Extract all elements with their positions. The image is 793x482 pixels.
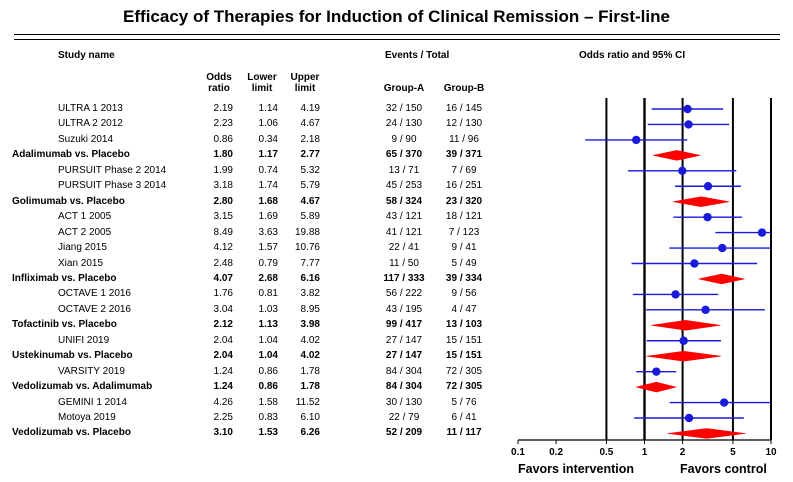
study-name: Infliximab vs. Placebo xyxy=(12,272,117,284)
x-tick-label: 5 xyxy=(730,447,736,458)
lower-limit-value: 1.74 xyxy=(258,180,278,192)
odds-ratio-marker xyxy=(684,120,692,128)
lower-limit-value: 0.79 xyxy=(258,257,278,269)
pooled-estimate-diamond xyxy=(651,320,720,330)
group-a-value: 45 / 253 xyxy=(385,180,423,192)
header-odds-ratio-ci: Odds ratio and 95% CI xyxy=(579,50,686,61)
upper-limit-value: 3.98 xyxy=(300,319,320,331)
study-name: Tofactinib vs. Placebo xyxy=(12,319,117,331)
forest-marks xyxy=(585,105,771,439)
lower-limit-value: 1.03 xyxy=(258,303,278,315)
lower-limit-value: 0.86 xyxy=(258,381,278,393)
group-b-value: 18 / 121 xyxy=(445,211,483,223)
study-name: Adalimumab vs. Placebo xyxy=(12,149,130,161)
upper-limit-value: 2.18 xyxy=(300,133,320,145)
upper-limit-value: 4.67 xyxy=(300,118,320,130)
header-study-name: Study name xyxy=(58,50,115,61)
upper-limit-value: 10.76 xyxy=(294,242,320,254)
odds-ratio-marker xyxy=(758,228,766,236)
lower-limit-value: 1.69 xyxy=(258,211,278,223)
odds-ratio-marker xyxy=(652,367,660,375)
lower-limit-value: 1.68 xyxy=(258,195,278,207)
group-a-value: 84 / 304 xyxy=(385,381,423,393)
odds-ratio-marker xyxy=(632,136,640,144)
study-name: UNIFI 2019 xyxy=(58,334,110,346)
study-name: ULTRA 1 2013 xyxy=(58,103,123,114)
group-a-value: 43 / 121 xyxy=(385,211,423,223)
header-group-b: Group-B xyxy=(443,83,485,94)
x-tick-label: 0.5 xyxy=(599,447,614,458)
pooled-estimate-diamond xyxy=(636,382,676,392)
odds-ratio-value: 2.25 xyxy=(213,412,233,423)
odds-ratio-value: 1.24 xyxy=(213,381,233,393)
group-b-value: 9 / 56 xyxy=(451,288,477,300)
lower-limit-value: 0.74 xyxy=(258,164,278,176)
header-events-total: Events / Total xyxy=(385,50,450,61)
odds-ratio-value: 1.80 xyxy=(213,149,233,161)
group-a-value: 56 / 222 xyxy=(385,288,423,300)
odds-ratio-value: 1.76 xyxy=(213,288,233,300)
odds-ratio-value: 1.24 xyxy=(213,365,233,377)
odds-ratio-value: 2.19 xyxy=(213,103,233,114)
odds-ratio-marker xyxy=(701,306,709,314)
upper-limit-value: 11.52 xyxy=(295,396,320,408)
group-a-value: 65 / 370 xyxy=(385,149,423,161)
upper-limit-value: 5.32 xyxy=(300,164,320,176)
upper-limit-value: 1.78 xyxy=(300,381,320,393)
study-name: Suzuki 2014 xyxy=(58,133,114,145)
header-lower-limit-line1: Lower xyxy=(247,72,277,83)
study-name: Vedolizumab vs. Adalimumab xyxy=(12,381,153,393)
group-b-value: 16 / 251 xyxy=(445,180,483,192)
group-a-value: 32 / 150 xyxy=(385,103,423,114)
header-group-a: Group-A xyxy=(383,83,425,94)
study-name: Golimumab vs. Placebo xyxy=(12,195,125,207)
pooled-estimate-diamond xyxy=(647,351,721,361)
odds-ratio-marker xyxy=(683,105,691,113)
odds-ratio-marker xyxy=(690,259,698,267)
group-b-value: 72 / 305 xyxy=(445,365,483,377)
study-name: Xian 2015 xyxy=(58,257,104,269)
study-name: OCTAVE 1 2016 xyxy=(58,288,131,300)
header-odds-ratio-line2: ratio xyxy=(208,83,230,94)
study-name: VARSITY 2019 xyxy=(58,365,125,377)
lower-limit-value: 1.04 xyxy=(258,350,278,362)
odds-ratio-marker xyxy=(679,337,687,345)
chart-title: Efficacy of Therapies for Induction of Clinical Remission – First-line xyxy=(123,7,670,26)
study-name: ACT 1 2005 xyxy=(58,211,112,223)
lower-limit-value: 2.68 xyxy=(258,272,278,284)
odds-ratio-value: 3.10 xyxy=(213,427,233,439)
group-b-value: 6 / 41 xyxy=(451,412,477,423)
group-a-value: 27 / 147 xyxy=(385,350,423,362)
lower-limit-value: 1.57 xyxy=(258,242,278,254)
lower-limit-value: 1.53 xyxy=(258,427,278,439)
lower-limit-value: 3.63 xyxy=(258,226,278,238)
group-b-value: 15 / 151 xyxy=(445,334,483,346)
lower-limit-value: 1.13 xyxy=(258,319,278,331)
group-a-value: 43 / 195 xyxy=(385,303,423,315)
odds-ratio-value: 4.26 xyxy=(213,396,233,408)
header-lower-limit-line2: limit xyxy=(251,83,273,94)
lower-limit-value: 1.06 xyxy=(258,118,278,130)
group-b-value: 12 / 130 xyxy=(445,118,483,130)
pooled-estimate-diamond xyxy=(653,150,700,160)
odds-ratio-marker xyxy=(720,398,728,406)
upper-limit-value: 6.26 xyxy=(300,427,320,439)
odds-ratio-value: 2.04 xyxy=(213,334,233,346)
group-a-value: 41 / 121 xyxy=(385,226,423,238)
study-name: GEMINI 1 2014 xyxy=(58,396,127,408)
odds-ratio-marker xyxy=(704,182,712,190)
lower-limit-value: 0.86 xyxy=(258,365,278,377)
x-tick-label: 10 xyxy=(765,447,777,458)
study-name: Motoya 2019 xyxy=(58,412,116,423)
group-b-value: 7 / 123 xyxy=(448,226,480,238)
upper-limit-value: 7.77 xyxy=(300,257,320,269)
header-upper-limit-line2: limit xyxy=(294,83,316,94)
odds-ratio-value: 2.48 xyxy=(213,257,233,269)
x-tick-label: 0.1 xyxy=(511,447,525,458)
study-name: Jiang 2015 xyxy=(58,242,107,254)
header-odds-ratio-line1: Odds xyxy=(206,72,232,83)
odds-ratio-value: 4.07 xyxy=(213,272,233,284)
group-a-value: 99 / 417 xyxy=(385,319,423,331)
group-a-value: 22 / 41 xyxy=(388,242,420,254)
upper-limit-value: 1.78 xyxy=(300,365,320,377)
upper-limit-value: 5.89 xyxy=(300,211,320,223)
upper-limit-value: 4.19 xyxy=(300,103,320,114)
upper-limit-value: 5.79 xyxy=(300,180,320,192)
odds-ratio-value: 2.23 xyxy=(213,118,233,130)
group-b-value: 39 / 334 xyxy=(445,272,483,284)
lower-limit-value: 0.81 xyxy=(258,288,278,300)
group-b-value: 15 / 151 xyxy=(445,350,483,362)
odds-ratio-marker xyxy=(718,244,726,252)
odds-ratio-value: 3.15 xyxy=(213,211,233,223)
odds-ratio-value: 8.49 xyxy=(213,226,233,238)
study-name: PURSUIT Phase 2 2014 xyxy=(58,164,167,176)
group-a-value: 13 / 71 xyxy=(388,164,420,176)
odds-ratio-value: 0.86 xyxy=(213,133,233,145)
group-b-value: 16 / 145 xyxy=(445,103,483,114)
group-a-value: 24 / 130 xyxy=(385,118,423,130)
lower-limit-value: 1.17 xyxy=(258,149,278,161)
upper-limit-value: 4.67 xyxy=(300,195,320,207)
group-b-value: 72 / 305 xyxy=(445,381,483,393)
lower-limit-value: 0.34 xyxy=(258,133,278,145)
upper-limit-value: 6.16 xyxy=(300,272,320,284)
lower-limit-value: 1.14 xyxy=(258,103,278,114)
group-b-value: 39 / 371 xyxy=(445,149,483,161)
group-a-value: 52 / 209 xyxy=(385,427,423,439)
x-tick-label: 1 xyxy=(641,447,648,458)
header-upper-limit-line1: Upper xyxy=(290,72,320,83)
pooled-estimate-diamond xyxy=(699,274,745,284)
upper-limit-value: 19.88 xyxy=(294,226,320,238)
study-name: ACT 2 2005 xyxy=(58,226,112,238)
group-a-value: 22 / 79 xyxy=(388,412,420,423)
odds-ratio-marker xyxy=(685,414,693,422)
group-a-value: 117 / 333 xyxy=(383,272,425,284)
group-b-value: 5 / 76 xyxy=(451,396,477,408)
odds-ratio-value: 2.12 xyxy=(213,319,233,331)
x-tick-label: 2 xyxy=(679,447,686,458)
group-b-value: 7 / 69 xyxy=(451,164,477,176)
upper-limit-value: 4.02 xyxy=(300,350,320,362)
study-name: Ustekinumab vs. Placebo xyxy=(12,350,133,362)
odds-ratio-value: 4.12 xyxy=(213,242,233,254)
upper-limit-value: 8.95 xyxy=(300,303,320,315)
group-b-value: 23 / 320 xyxy=(445,195,483,207)
study-name: PURSUIT Phase 3 2014 xyxy=(58,180,167,192)
odds-ratio-value: 3.04 xyxy=(213,303,233,315)
group-b-value: 11 / 117 xyxy=(446,427,482,439)
study-name: OCTAVE 2 2016 xyxy=(58,303,131,315)
lower-limit-value: 1.58 xyxy=(258,396,278,408)
favors-intervention-label: Favors intervention xyxy=(518,462,634,476)
upper-limit-value: 2.77 xyxy=(300,149,320,161)
study-name: Vedolizumab vs. Placebo xyxy=(12,427,131,439)
lower-limit-value: 0.83 xyxy=(258,412,278,423)
study-name: ULTRA 2 2012 xyxy=(58,118,123,130)
odds-ratio-marker xyxy=(671,290,679,298)
group-b-value: 4 / 47 xyxy=(451,303,477,315)
favors-control-label: Favors control xyxy=(680,462,767,476)
odds-ratio-value: 2.04 xyxy=(213,350,233,362)
odds-ratio-value: 3.18 xyxy=(213,180,233,192)
odds-ratio-marker xyxy=(703,213,711,221)
upper-limit-value: 3.82 xyxy=(300,288,320,300)
odds-ratio-value: 2.80 xyxy=(213,195,233,207)
pooled-estimate-diamond xyxy=(673,197,729,207)
group-b-value: 9 / 41 xyxy=(451,242,477,254)
group-a-value: 84 / 304 xyxy=(385,365,423,377)
group-b-value: 11 / 96 xyxy=(449,133,479,145)
group-a-value: 27 / 147 xyxy=(385,334,423,346)
upper-limit-value: 6.10 xyxy=(300,412,320,423)
group-a-value: 58 / 324 xyxy=(385,195,423,207)
lower-limit-value: 1.04 xyxy=(258,334,278,346)
group-a-value: 11 / 50 xyxy=(389,257,419,269)
group-b-value: 5 / 49 xyxy=(451,257,477,269)
x-tick-label: 0.2 xyxy=(549,447,564,458)
group-a-value: 9 / 90 xyxy=(391,133,417,145)
group-a-value: 30 / 130 xyxy=(385,396,423,408)
group-b-value: 13 / 103 xyxy=(445,319,483,331)
upper-limit-value: 4.02 xyxy=(300,334,320,346)
odds-ratio-value: 1.99 xyxy=(213,164,233,176)
odds-ratio-marker xyxy=(678,167,686,175)
